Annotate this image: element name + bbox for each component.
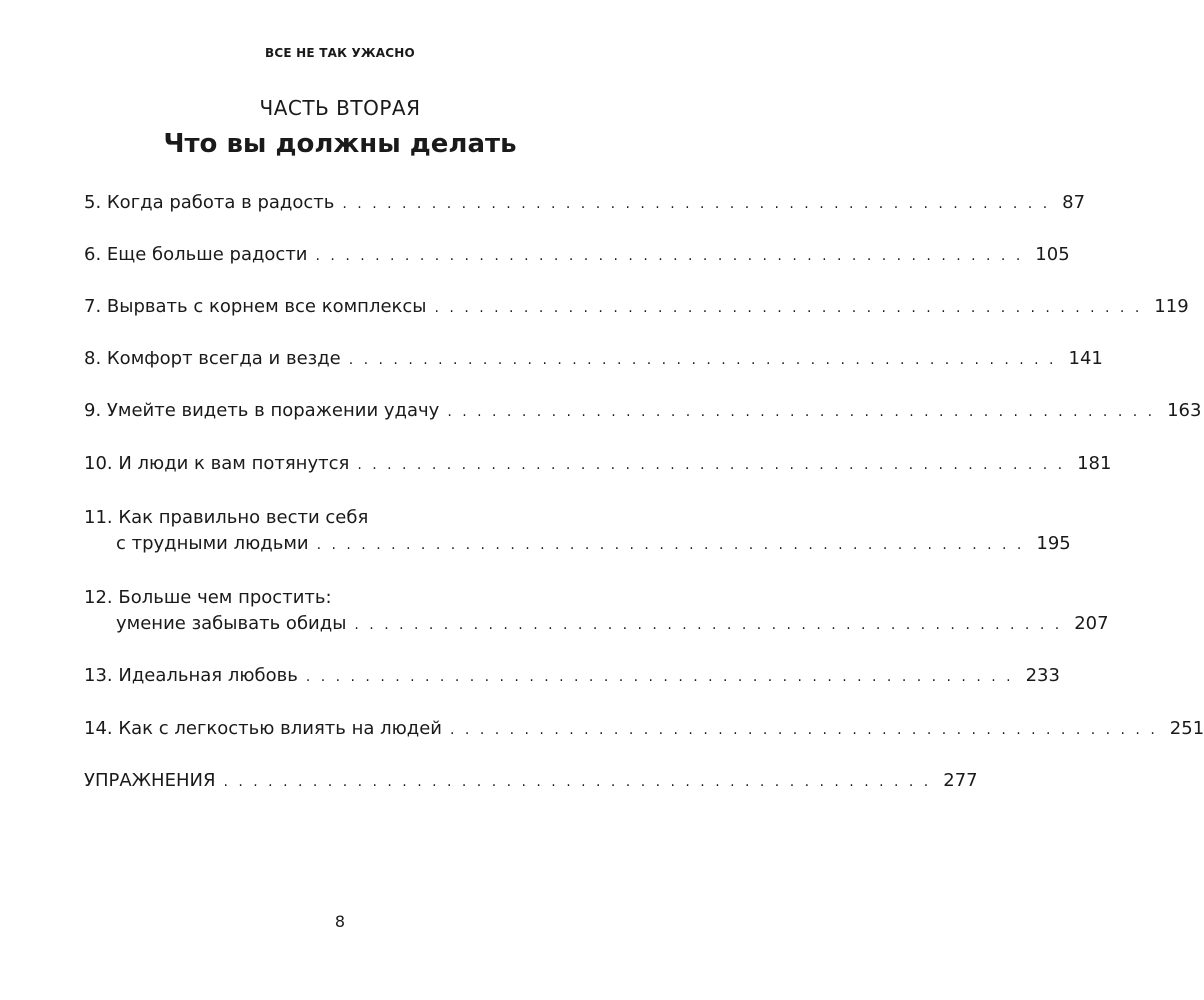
- dot-leader: . . . . . . . . . . . . . . . . . . . . . . . . . . . . . . . . . . . . . . . . . . . . . . . .: [315, 248, 1024, 264]
- dot-leader: . . . . . . . . . . . . . . . . . . . . . . . . . . . . . . . . . . . . . . . . . . . . . . . .: [316, 537, 1025, 553]
- toc-entry[interactable]: [84, 451, 1112, 478]
- toc-entry-page: 251: [1169, 718, 1204, 739]
- dot-leader: . . . . . . . . . . . . . . . . . . . . . . . . . . . . . . . . . . . . . . . . . . . . . . . .: [434, 300, 1143, 316]
- toc-entry[interactable]: [84, 585, 1109, 638]
- toc-entry[interactable]: [84, 346, 1103, 373]
- dot-leader: . . . . . . . . . . . . . . . . . . . . . . . . . . . . . . . . . . . . . . . . . . . . . . . .: [450, 722, 1158, 738]
- toc-entry-page: 141: [1068, 348, 1103, 369]
- toc-entry-page: 195: [1036, 533, 1071, 554]
- toc-entry-page: 207: [1074, 613, 1109, 634]
- toc-entry-title: УПРАЖНЕНИЯ: [84, 770, 216, 791]
- toc-entry[interactable]: [84, 716, 1204, 743]
- toc-entry-title-line2: умение забывать обиды: [116, 613, 347, 634]
- running-head: ВСЕ НЕ ТАК УЖАСНО: [265, 46, 415, 60]
- toc-entry[interactable]: [84, 190, 1086, 217]
- toc-entry-title-line1: 11. Как правильно вести себя: [84, 507, 369, 528]
- toc-entry-title: 5. Когда работа в радость: [84, 192, 335, 213]
- dot-leader: . . . . . . . . . . . . . . . . . . . . . . . . . . . . . . . . . . . . . . . . . . . . . . . .: [342, 196, 1051, 212]
- toc-entry-title: 9. Умейте видеть в поражении удачу: [84, 400, 440, 421]
- toc-entry-title: 10. И люди к вам потянутся: [84, 453, 350, 474]
- toc-entry-page: 277: [943, 770, 978, 791]
- dot-leader: . . . . . . . . . . . . . . . . . . . . . . . . . . . . . . . . . . . . . . . . . . . . . . . .: [354, 617, 1063, 633]
- dot-leader: . . . . . . . . . . . . . . . . . . . . . . . . . . . . . . . . . . . . . . . . . . . . . . . .: [357, 457, 1066, 473]
- dot-leader: . . . . . . . . . . . . . . . . . . . . . . . . . . . . . . . . . . . . . . . . . . . . . . . .: [348, 352, 1057, 368]
- part-label: ЧАСТЬ ВТОРАЯ: [259, 96, 421, 120]
- toc-entry[interactable]: [84, 398, 1202, 425]
- part-title: Что вы должны делать: [163, 129, 517, 159]
- toc-entry-page: 233: [1025, 665, 1060, 686]
- toc-entry-title: 13. Идеальная любовь: [84, 665, 298, 686]
- toc-entry-page: 181: [1077, 453, 1112, 474]
- dot-leader: . . . . . . . . . . . . . . . . . . . . . . . . . . . . . . . . . . . . . . . . . . . . . . . .: [223, 774, 932, 790]
- toc-entry-page: 163: [1167, 400, 1202, 421]
- toc-entry[interactable]: [84, 768, 978, 795]
- toc-entry[interactable]: [84, 294, 1189, 321]
- toc-entry-title: 7. Вырвать с корнем все комплексы: [84, 296, 427, 317]
- toc-entry-title-line2: с трудными людьми: [116, 533, 309, 554]
- toc-entry-title: 14. Как с легкостью влиять на людей: [84, 718, 443, 739]
- toc-entry-page: 119: [1154, 296, 1189, 317]
- dot-leader: . . . . . . . . . . . . . . . . . . . . . . . . . . . . . . . . . . . . . . . . . . . . . . . .: [447, 404, 1156, 420]
- page-number: 8: [334, 912, 346, 931]
- toc-entry-title: 6. Еще больше радости: [84, 244, 308, 265]
- toc-entry-page: 105: [1035, 244, 1070, 265]
- toc-entry-title-line1: 12. Больше чем простить:: [84, 587, 332, 608]
- toc-entry[interactable]: [84, 505, 1071, 558]
- toc-entry[interactable]: [84, 663, 1060, 690]
- toc-entry[interactable]: [84, 242, 1070, 269]
- toc-entry-page: 87: [1062, 192, 1086, 213]
- toc-entry-title: 8. Комфорт всегда и везде: [84, 348, 341, 369]
- dot-leader: . . . . . . . . . . . . . . . . . . . . . . . . . . . . . . . . . . . . . . . . . . . . . . . .: [305, 669, 1014, 685]
